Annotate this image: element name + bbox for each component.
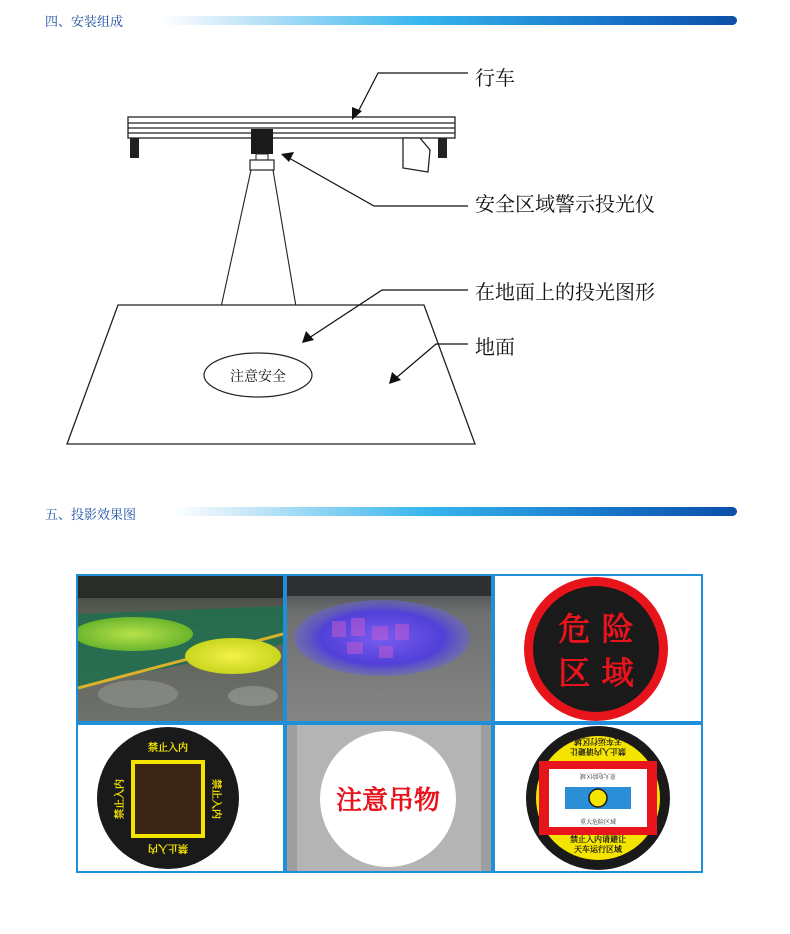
no-entry-bottom: 禁止入内 — [148, 842, 188, 853]
danger-zone-sign — [495, 576, 701, 721]
projector-mount — [256, 154, 268, 160]
pointer-crane — [358, 73, 468, 112]
section-5-title: 五、投影效果图 — [45, 508, 137, 523]
crane-rail — [128, 117, 455, 138]
no-entry-right: 禁止入内 — [210, 779, 221, 819]
no-entry-left: 禁止入内 — [115, 779, 126, 819]
green-projection — [78, 617, 193, 651]
caution-load-sign — [287, 725, 491, 871]
crane-wheel-left — [130, 138, 139, 158]
crane-outer-text-3: 禁止入内请避让 — [570, 747, 626, 756]
label-projected-shape: 在地面上的投光图形 — [475, 280, 655, 304]
section-4-title: 四、安装组成 — [45, 15, 124, 30]
label-ground: 地面 — [475, 335, 515, 359]
caution-load-text: 注意吊物 — [335, 786, 441, 816]
arrow-projector — [281, 152, 294, 162]
crane-wheel-right — [438, 138, 447, 158]
danger-text-line2: 区 域 — [558, 654, 634, 692]
projection-gallery — [76, 574, 703, 873]
floor-photo-green-yellow — [78, 576, 283, 721]
no-entry-sign — [78, 725, 283, 871]
section-5-divider — [172, 507, 737, 516]
pointer-projector — [289, 158, 468, 206]
floor-photo-blue — [287, 576, 491, 721]
label-projector: 安全区域警示投光仪 — [475, 192, 655, 216]
projector-lens — [250, 160, 274, 170]
label-crane: 行车 — [475, 66, 515, 90]
danger-text-line1: 危 险 — [558, 610, 634, 648]
crane-inner-text-2: 重大危险区域 — [579, 772, 617, 779]
crane-zone-sign — [495, 725, 701, 871]
crane-inner-text-1: 重大危险区域 — [579, 819, 617, 826]
crane-outer-text-1: 禁止入内请避让 — [570, 835, 626, 844]
ellipse-text: 注意安全 — [230, 369, 286, 385]
crane-hook-block — [403, 138, 430, 172]
yellow-projection — [185, 638, 281, 674]
crane-outer-text-2: 天车运行区域 — [574, 845, 622, 854]
crane-outer-text-4: 天车运行区域 — [574, 737, 622, 746]
projector-body — [251, 129, 273, 154]
no-entry-top: 禁止入内 — [148, 743, 188, 754]
